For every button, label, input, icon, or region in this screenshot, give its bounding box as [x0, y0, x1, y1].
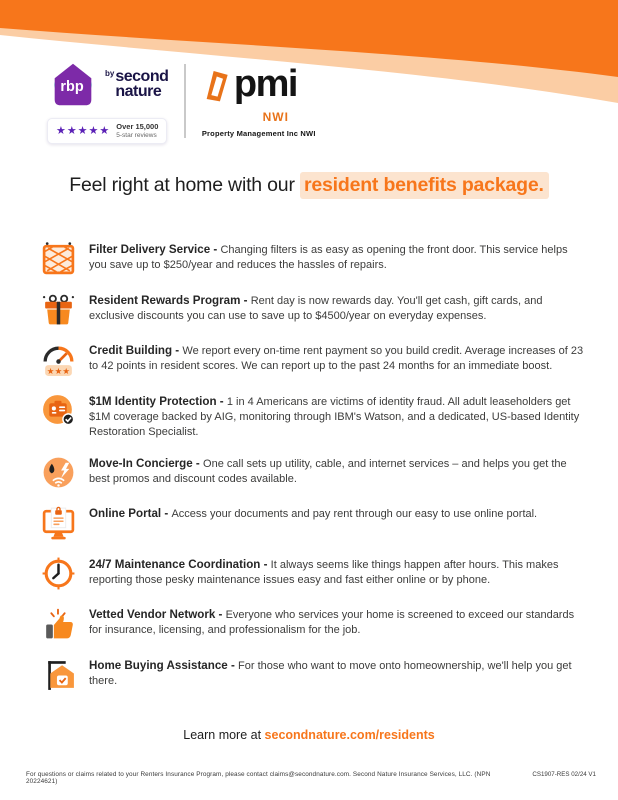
logo-divider — [184, 64, 186, 138]
house-check-icon — [40, 656, 77, 693]
document-code: CS1907-RES 02/24 V1 — [532, 771, 596, 778]
thumbs-up-icon — [40, 605, 77, 642]
by-label: by — [105, 69, 115, 79]
benefit-title: 24/7 Maintenance Coordination - — [89, 557, 271, 571]
benefit-description: For those who want to move onto homeownership, we'll help you get there. — [89, 659, 572, 687]
reviews-count: Over 15,000 — [116, 122, 159, 131]
learn-more-prefix: Learn more at — [183, 728, 265, 742]
benefit-home-buying-assistance — [40, 656, 584, 693]
benefit-title: Filter Delivery Service - — [89, 243, 221, 256]
benefit-description: Everyone who services your home is screened to exceed our standards for insurance, licensing, and professionalism for the job. — [89, 609, 575, 637]
gift-icon — [40, 291, 77, 328]
benefits-list — [40, 240, 584, 693]
benefit-title: Home Buying Assistance - — [89, 658, 239, 672]
reviews-badge — [47, 118, 167, 144]
benefit-title: Vetted Vendor Network - — [89, 608, 226, 622]
benefit-title: Resident Rewards Program - — [89, 293, 251, 307]
legal-footer — [26, 771, 596, 785]
residents-url-link[interactable]: secondnature.com/residents — [264, 728, 435, 742]
benefit-description: It always seems like things happen after hours. This makes reporting those pesky maintenance issues easy and fast either online or by phone. — [89, 558, 559, 586]
headline-prefix: Feel right at home with our — [69, 174, 300, 196]
benefit-description: Changing filters is as easy as opening the front door. This service helps you save up to $250/year and reduces the hassles of repairs. — [89, 244, 568, 272]
logo-row — [46, 58, 316, 144]
benefit-description: We report every on-time rent payment so you build credit. Average increases of 23 to 42 points in resident scores. We can report up to the past 24 months for an immediate boost. — [89, 345, 584, 373]
monitor-icon — [40, 504, 77, 541]
benefit-description: Rent day is now rewards day. You'll get cash, gift cards, and exclusive discounts you can use to save up to $4500/year on everyday expenses. — [89, 294, 543, 322]
brand-line-1: second — [115, 68, 169, 86]
benefit-description: Access your documents and pay rent through our easy to use online portal. — [171, 508, 538, 521]
rbp-badge-icon — [46, 58, 100, 112]
benefit-description: 1 in 4 Americans are victims of identity fraud. All adult leaseholders get $1M coverage backed by AIG, monitoring through IBM's Watson, and a dedicated, US-based Identity Restoration Specialist. — [89, 395, 580, 438]
reviews-caption: 5-star reviews — [116, 131, 157, 139]
svg-text:rbp: rbp — [60, 78, 84, 95]
clock-icon — [40, 555, 77, 592]
credit-gauge-icon — [40, 341, 77, 378]
benefit-title: $1M Identity Protection - — [89, 394, 227, 408]
benefit-vetted-vendor-network — [40, 605, 584, 642]
learn-more-line — [0, 728, 618, 742]
benefit-online-portal — [40, 504, 584, 541]
identity-badge-icon — [40, 392, 77, 429]
pmi-brand-block — [202, 64, 316, 138]
air-filter-icon — [40, 240, 77, 277]
svg-text:★★★: ★★★ — [46, 365, 71, 376]
benefit-credit-building — [40, 341, 584, 378]
utilities-icon — [40, 454, 77, 491]
benefit-resident-rewards — [40, 291, 584, 328]
brand-line-2: nature — [115, 82, 162, 100]
pmi-diamond-icon — [202, 64, 230, 106]
benefit-description: One call sets up utility, cable, and internet services – and helps you get the best promos and discount codes available. — [89, 457, 567, 485]
headline-highlight: resident benefits package. — [300, 172, 549, 199]
pmi-region-label: NWI — [262, 110, 289, 125]
pmi-tagline: Property Management Inc NWI — [201, 129, 316, 139]
five-stars-icon: ★★★★★ — [55, 124, 111, 137]
benefit-title: Move-In Concierge - — [89, 456, 204, 470]
benefit-maintenance-coordination — [40, 555, 584, 592]
second-nature-wordmark — [105, 70, 168, 99]
legal-disclaimer-text: For questions or claims related to your Renters Insurance Program, please contact claims@secondnature.com. Second Nature Insurance Services, LLC. (NPN 20224621) — [26, 771, 491, 785]
page-title — [0, 174, 618, 197]
pmi-wordmark: pmi — [233, 63, 297, 106]
benefit-filter-delivery — [40, 240, 584, 277]
benefit-title: Online Portal - — [89, 507, 172, 521]
rbp-brand-block — [46, 58, 168, 144]
benefit-move-in-concierge — [40, 454, 584, 491]
benefit-title: Credit Building - — [89, 344, 183, 357]
benefit-identity-protection — [40, 392, 584, 441]
